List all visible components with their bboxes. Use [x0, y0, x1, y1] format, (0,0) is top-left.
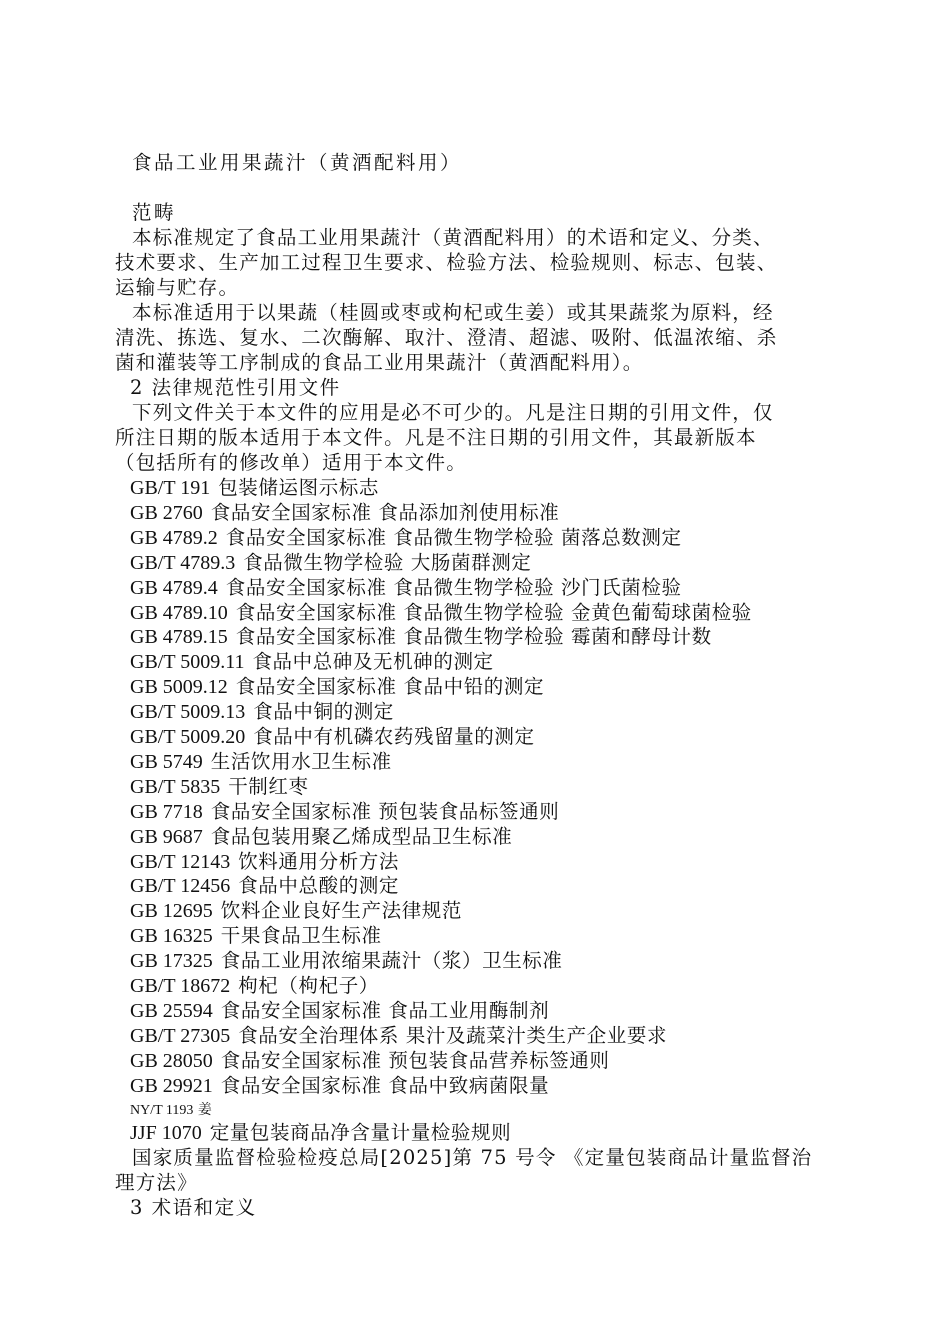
reference-item [130, 901, 462, 921]
reference-item [130, 702, 394, 722]
section-heading-2: 2 法律规范性引用文件 [130, 376, 341, 399]
reference-item [130, 575, 682, 599]
reference-item [130, 500, 560, 524]
reference-code: GB/T 18672 [130, 975, 231, 997]
reference-code: GB/T 5835 [130, 775, 221, 798]
reference-item [130, 976, 379, 996]
reference-title: 包装储运图示标志 [218, 476, 380, 499]
paragraph-line: 运输与贮存。 [115, 276, 240, 299]
reference-title: 食品安全国家标准 食品中铅的测定 [235, 675, 545, 699]
reference-code: GB 28050 [130, 1049, 213, 1072]
reference-code: GB 29921 [130, 1074, 213, 1097]
reference-item [130, 600, 752, 624]
reference-title: 食品中总砷及无机砷的测定 [252, 650, 494, 674]
reference-item [130, 550, 532, 574]
reference-title: 枸杞（枸杞子） [238, 974, 379, 997]
reference-code: GB/T 12143 [130, 850, 231, 873]
reference-code: GB 9687 [130, 825, 203, 848]
reference-item [130, 1103, 212, 1118]
reference-code: GB 17325 [130, 950, 213, 973]
reference-code: GB 4789.10 [130, 601, 228, 624]
reference-code: GB/T 4789.3 [130, 551, 236, 574]
paragraph-line: 理方法》 [115, 1171, 198, 1194]
paragraph-line: 本标准规定了食品工业用果蔬汁（黄酒配料用）的术语和定义、分类、 [132, 226, 774, 249]
reference-code: GB 4789.15 [130, 626, 228, 649]
reference-code: JJF 1070 [130, 1122, 202, 1144]
reference-code: GB 2760 [130, 501, 203, 524]
reference-item [130, 951, 563, 971]
reference-item [130, 849, 400, 873]
reference-code: GB 4789.4 [130, 576, 218, 599]
reference-code: GB 4789.2 [130, 526, 218, 549]
paragraph-line: 国家质量监督检验检疫总局[2025]第 75 号令 《定量包装商品计量监督治 [132, 1146, 813, 1169]
reference-title: 饮料通用分析方法 [238, 849, 400, 873]
paragraph-line: 技术要求、生产加工过程卫生要求、检验方法、检验规则、标志、包装、 [115, 251, 778, 274]
reference-item [130, 774, 309, 798]
paragraph-line: 菌和灌装等工序制成的食品工业用果蔬汁（黄酒配料用）。 [115, 351, 644, 374]
reference-code: GB 5749 [130, 750, 203, 773]
reference-title: 食品中铜的测定 [253, 700, 394, 724]
reference-code: GB 5009.12 [130, 676, 228, 699]
reference-title: 食品中有机磷农药残留量的测定 [253, 725, 535, 748]
reference-title: 食品安全国家标准 预包装食品标签通则 [210, 799, 560, 823]
reference-item [130, 876, 399, 896]
reference-code: NY/T 1193 [130, 1103, 194, 1118]
reference-title: 食品安全治理体系 果汁及蔬菜汁类生产企业要求 [238, 1023, 668, 1047]
reference-code: GB 12695 [130, 900, 213, 923]
reference-code: GB/T 12456 [130, 875, 231, 898]
reference-title: 食品安全国家标准 食品微生物学检验 霉菌和酵母计数 [235, 625, 712, 649]
reference-item [130, 1123, 511, 1143]
reference-item [130, 998, 550, 1022]
reference-title: 食品包装用聚乙烯成型品卫生标准 [210, 824, 513, 848]
reference-title: 食品安全国家标准 预包装食品营养标签通则 [220, 1048, 610, 1072]
reference-code: GB/T 191 [130, 477, 211, 499]
paragraph-line: 清洗、拣选、复水、二次酶解、取汁、澄清、超滤、吸附、低温浓缩、杀 [115, 326, 778, 349]
reference-title: 食品微生物学检验 大肠菌群测定 [243, 550, 532, 574]
reference-code: GB/T 5009.11 [130, 651, 245, 674]
paragraph-line: 下列文件关于本文件的应用是必不可少的。凡是注日期的引用文件，仅 [132, 401, 774, 424]
reference-title: 姜 [197, 1102, 212, 1118]
reference-title: 食品安全国家标准 食品微生物学检验 沙门氏菌检验 [225, 575, 682, 599]
paragraph-line: （包括所有的修改单）适用于本文件。 [115, 451, 467, 474]
reference-code: GB/T 5009.13 [130, 701, 246, 724]
reference-item [130, 677, 544, 697]
reference-title: 食品安全国家标准 食品中致病菌限量 [220, 1073, 550, 1097]
reference-title: 食品安全国家标准 食品添加剂使用标准 [210, 500, 560, 524]
reference-item [130, 1048, 610, 1072]
reference-item [130, 727, 535, 747]
paragraph-line: 本标准适用于以果蔬（桂圆或枣或枸杞或生姜）或其果蔬浆为原料，经 [132, 301, 774, 324]
reference-item [130, 926, 382, 946]
paragraph-line: 所注日期的版本适用于本文件。凡是不注日期的引用文件，其最新版本 [115, 426, 757, 449]
reference-code: GB/T 27305 [130, 1024, 231, 1047]
reference-title: 食品工业用浓缩果蔬汁（浆）卫生标准 [220, 949, 563, 973]
reference-code: GB 16325 [130, 925, 213, 948]
reference-title: 食品安全国家标准 食品工业用酶制剂 [220, 998, 550, 1022]
reference-title: 饮料企业良好生产法律规范 [220, 899, 462, 923]
reference-item [130, 652, 494, 672]
reference-item [130, 824, 513, 848]
reference-item [130, 478, 379, 498]
reference-title: 生活饮用水卫生标准 [210, 749, 392, 773]
reference-item [130, 525, 682, 549]
reference-title: 定量包装商品净含量计量检验规则 [209, 1121, 512, 1144]
reference-code: GB/T 5009.20 [130, 726, 246, 748]
reference-item [130, 799, 560, 823]
reference-title: 干果食品卫生标准 [220, 924, 382, 948]
reference-item [130, 1023, 668, 1047]
reference-title: 食品中总酸的测定 [238, 874, 400, 898]
reference-item [130, 749, 392, 773]
reference-code: GB 25594 [130, 999, 213, 1022]
scope-heading: 范畴 [132, 201, 177, 224]
reference-title: 食品安全国家标准 食品微生物学检验 金黄色葡萄球菌检验 [235, 600, 752, 624]
section-heading-3: 3 术语和定义 [130, 1196, 257, 1219]
reference-code: GB 7718 [130, 800, 203, 823]
reference-item [130, 1073, 550, 1097]
reference-item [130, 627, 712, 647]
document-title: 食品工业用果蔬汁（黄酒配料用） [132, 151, 463, 174]
reference-title: 干制红枣 [228, 774, 309, 798]
reference-title: 食品安全国家标准 食品微生物学检验 菌落总数测定 [225, 525, 682, 549]
